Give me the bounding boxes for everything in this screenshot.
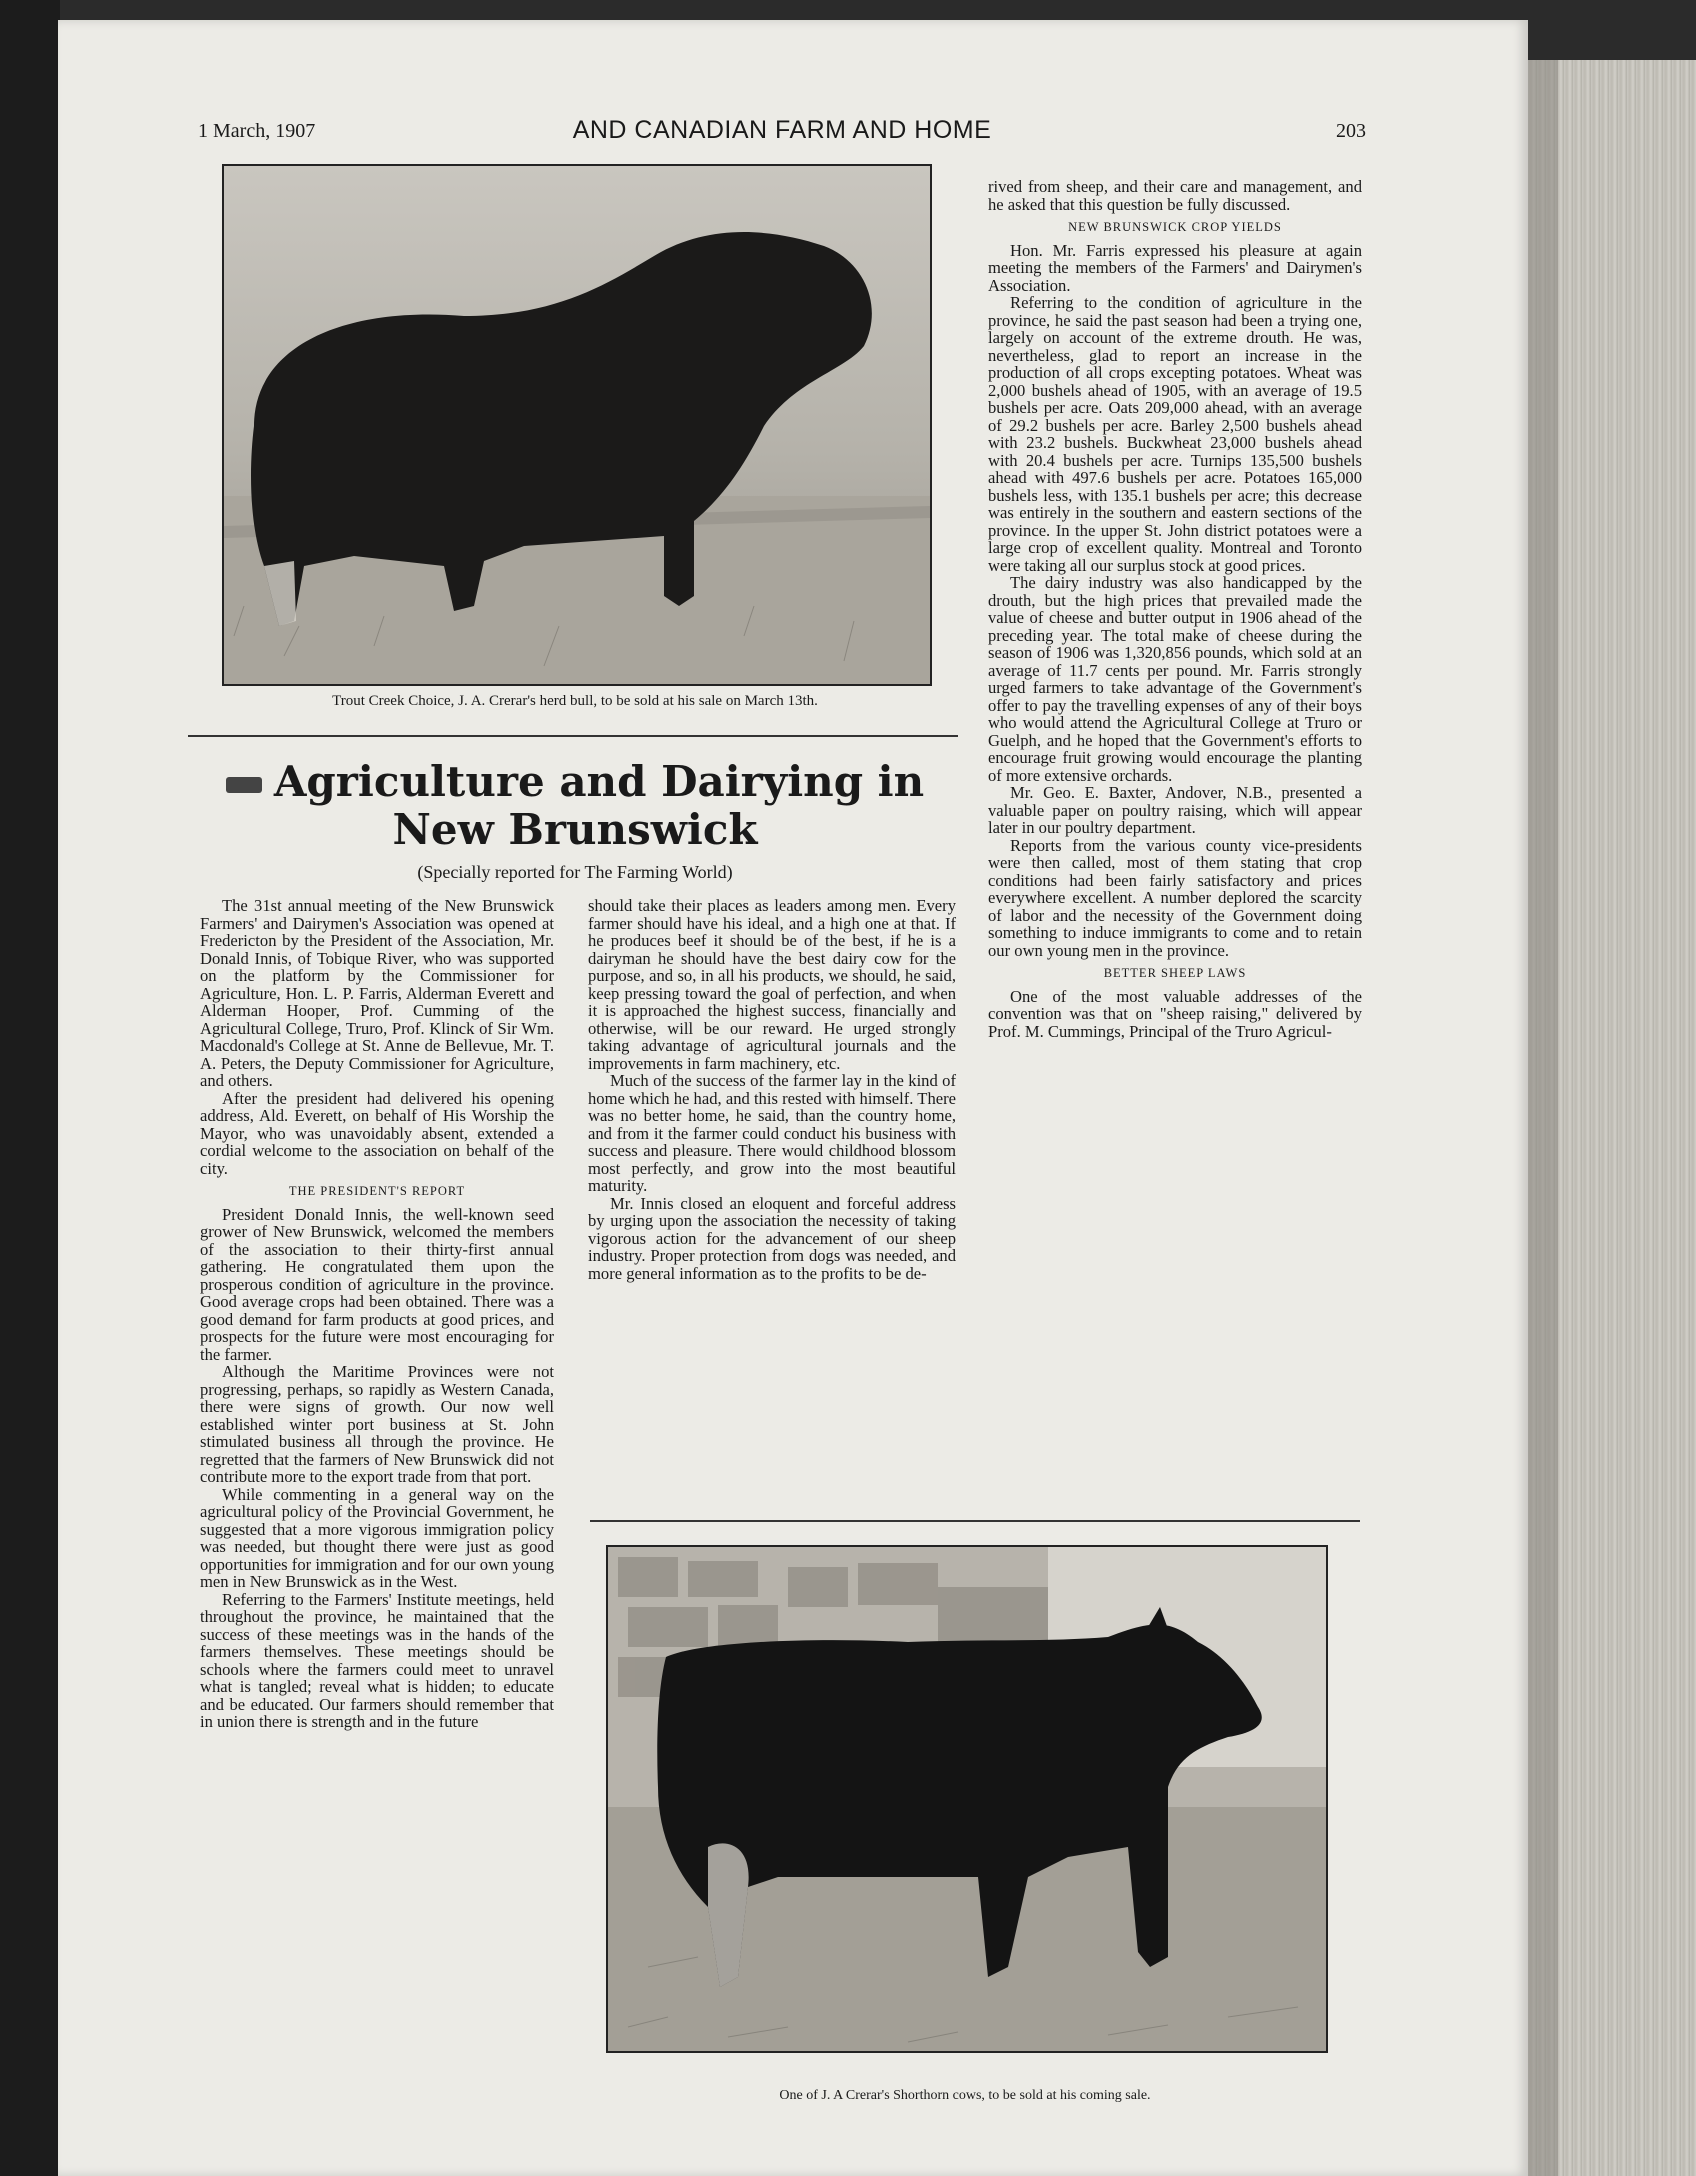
cow-photo-caption: One of J. A Crerar's Shorthorn cows, to be sold at his coming sale.	[779, 2088, 1151, 2103]
col3-paragraph-1: rived from sheep, and their care and management, and he asked that this question be fully discussed.	[988, 177, 1362, 214]
bull-photo	[222, 164, 932, 686]
article-column-1	[200, 897, 554, 1731]
col1-paragraph-2: After the president had delivered his opening address, Ald. Everett, on behalf of His Worship the Mayor, who was unavoidably absent, extended a cordial welcome to the association on behalf of the city.	[200, 1088, 554, 1178]
col1-paragraph-6: Referring to the Farmers' Institute meetings, held throughout the province, he maintained that the success of these meetings was in the hands of the farmers themselves. These meetings should be schools where the farmers could meet to unravel what is tangled; reveal what is hidden; to educate and be educated. Our farmers should remember that in union there is strength and in the future	[200, 1589, 554, 1731]
article-column-2	[588, 897, 956, 1282]
ornament-icon	[226, 777, 262, 793]
col1-paragraph-3: President Donald Innis, the well-known seed grower of New Brunswick, welcomed the members of the association to their thirty-first annual gathering. He congratulated them upon the prosperous condition of agriculture in the province. Good average crops had been obtained. There was a good demand for farm products at good prices, and prospects for the future were most encouraging for the farmer.	[200, 1204, 554, 1364]
scanner-dark-edge	[0, 0, 60, 2176]
article-title-block	[190, 758, 960, 854]
col3-paragraph-7: One of the most valuable addresses of the convention was that on "sheep raising," delivered by Prof. M. Cummings, Principal of the Truro Agricul-	[988, 986, 1362, 1041]
issue-date: 1 March, 1907	[198, 120, 316, 142]
col3-paragraph-4: The dairy industry was also handicapped by the drouth, but the high prices that prevailed made the value of cheese and butter output in 1906 ahead of the preceding year. The total make of cheese during the season of 1906 was 1,320,856 pounds, which sold at an average of 11.7 cents per pound. Mr. Farris strongly urged farmers to take advantage of the Government's offer to pay the travelling expenses of any of their boys who would attend the Agricultural College at Truro or Guelph, and he hoped that the Government's efforts to encourage fruit growing would encourage the planting of more extensive orchards.	[988, 573, 1362, 785]
col1-paragraph-1: The 31st annual meeting of the New Brunswick Farmers' and Dairymen's Association was opened at Fredericton by the President of the Association, Mr. Donald Innis, of Tobique River, who was supported on the platform by the Commissioner for Agriculture, Hon. L. P. Farris, Alderman Everett and Alderman Hooper, Prof. Cumming of the Agricultural College, Truro, Prof. Klinck of Sir Wm. Macdonald's College at St. Anne de Bellevue, Mr. T. A. Peters, the Deputy Commissioner for Agriculture, and others.	[200, 896, 554, 1090]
caption-divider	[188, 735, 958, 737]
bull-photo-caption: Trout Creek Choice, J. A. Crerar's herd bull, to be sold at his sale on March 13th.	[332, 693, 818, 709]
col3-paragraph-3: Referring to the condition of agriculture in the province, he said the past season had been a trying one, largely on account of the extreme drouth. He was, nevertheless, glad to report an increase in the production of all crops excepting potatoes. Wheat was 2,000 bushels ahead of 1905, with an average of 19.5 bushels per acre. Oats 209,000 ahead, with an average of 29.2 bushels per acre. Barley 2,500 bushels ahead with 23.2 bushels. Buckwheat 23,000 bushels ahead with 20.4 bushels per acre. Turnips 135,500 bushels ahead with 497.6 bushels per acre. Potatoes 165,000 bushels less, with 135.1 bushels per acre; this decrease was entirely in the southern and eastern sections of the province. In the upper St. John district potatoes were a large crop of excellent quality. Montreal and Toronto were taking all our surplus stock at good prices.	[988, 293, 1362, 575]
running-header	[198, 116, 1366, 152]
col1-paragraph-4: Although the Maritime Provinces were not progressing, perhaps, so rapidly as Western Canada, there were signs of growth. Our now well established winter port business at St. John stimulated business all through the province. He regretted that the farmers of New Brunswick did not contribute more to the export trade from that port.	[200, 1362, 554, 1486]
book-binding-shadow	[1528, 60, 1558, 2176]
article-subtitle: (Specially reported for The Farming World)	[417, 862, 733, 882]
col2-paragraph-3: Mr. Innis closed an eloquent and forceful address by urging upon the association the necessity of taking vigorous action for the advancement of our sheep industry. Proper protection from dogs was needed, and more general information as to the profits to be de-	[588, 1193, 956, 1283]
journal-title: AND CANADIAN FARM AND HOME	[572, 116, 992, 144]
col1-paragraph-5: While commenting in a general way on the agricultural policy of the Provincial Government, he suggested that a more vigorous immigration policy was needed, but thought there were just as good opportunities for immigration and for our own young men in New Brunswick as in the West.	[200, 1484, 554, 1591]
col3-paragraph-6: Reports from the various county vice-presidents were then called, most of them stating that crop conditions had been fairly satisfactory and prices everywhere excellent. A number deplored the scarcity of labor and the necessity of the Government doing something to induce immigrants to come and to retain our own young men in the province.	[988, 835, 1362, 960]
col3-paragraph-5: Mr. Geo. E. Baxter, Andover, N.B., presented a valuable paper on poultry raising, which will appear later in our poultry department.	[988, 783, 1362, 837]
section-heading-crop-yields: NEW BRUNSWICK CROP YIELDS	[1068, 220, 1282, 234]
article-title	[190, 758, 960, 854]
article-column-3	[988, 178, 1362, 1040]
column-bottom-divider	[590, 1520, 1360, 1522]
article-title-text: Agriculture and Dairying in New Brunswick	[273, 757, 925, 854]
cow-photo	[606, 1545, 1328, 2053]
cow-photo-image	[608, 1547, 1326, 2051]
col3-paragraph-2: Hon. Mr. Farris expressed his pleasure at again meeting the members of the Farmers' and Dairymen's Association.	[988, 240, 1362, 295]
section-heading-better-sheep-laws: BETTER SHEEP LAWS	[1103, 966, 1247, 980]
col2-paragraph-1: should take their places as leaders among men. Every farmer should have his ideal, and a high one at that. If he produces beef it should be of the best, if he is a dairyman he should have the best dairy cow for the purpose, and so, in all his products, we should, he said, keep pressing toward the goal of perfection, and when it is approached the highest success, financially and otherwise, will be our reward. He urged strongly taking advantage of agricultural journals and the improvements in farm machinery, etc.	[588, 896, 956, 1073]
section-heading-presidents-report: THE PRESIDENT'S REPORT	[288, 1184, 466, 1198]
page-number: 203	[1336, 120, 1366, 142]
col2-paragraph-2: Much of the success of the farmer lay in the kind of home which he had, and this rested with himself. There was no better home, he said, than the country home, and from it the farmer could conduct his business with success and pleasure. There would childhood blossom most perfectly, and grow into the most beautiful maturity.	[588, 1071, 956, 1195]
bull-photo-image	[224, 166, 930, 684]
